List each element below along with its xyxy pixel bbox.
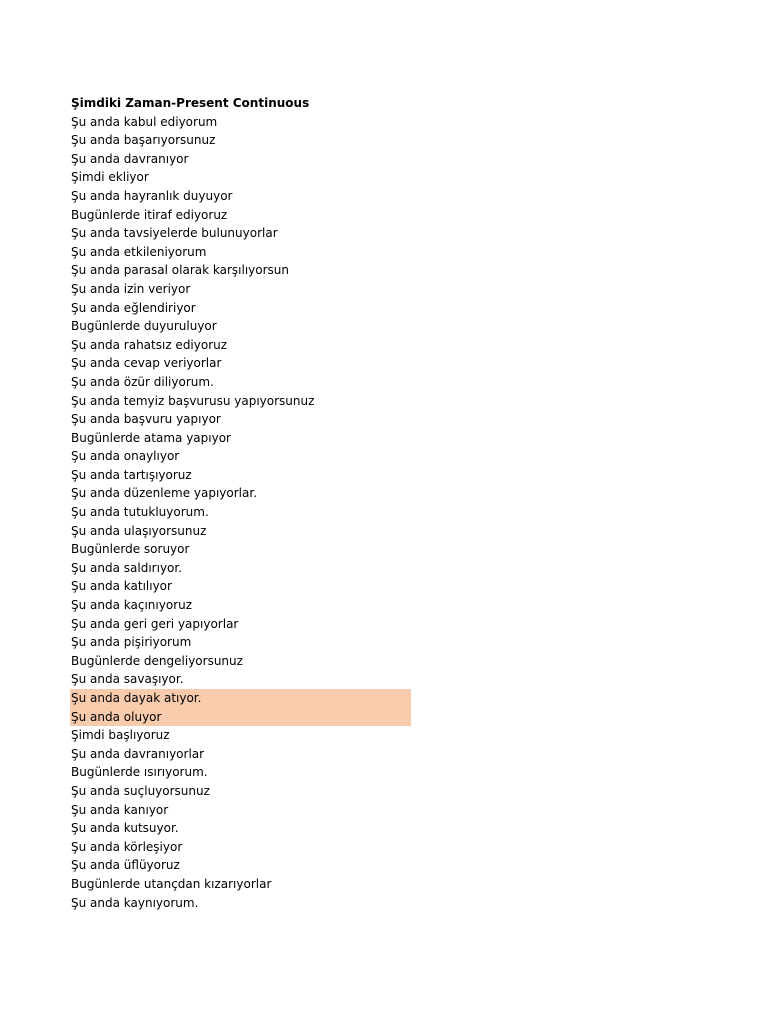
document-title: Şimdiki Zaman-Present Continuous [71,96,310,110]
sentence-row: Şu anda saldırıyor. [71,560,183,575]
sentence-row: Şu anda kutsuyor. [71,821,179,836]
sentence-row: Şu anda kaynıyorum. [71,895,199,910]
sentence-row: Şu anda üflüyoruz [71,858,180,873]
sentence-row: Bugünlerde atama yapıyor [71,430,231,445]
sentence-row: Şu anda tutukluyorum. [71,505,209,520]
sentence-row: Şu anda eğlendiriyor [71,300,196,315]
sentence-row: Şu anda onaylıyor [71,449,180,464]
sentence-row: Bugünlerde dengeliyorsunuz [71,653,243,668]
sentence-row: Bugünlerde duyuruluyor [71,319,217,334]
sentence-row: Şu anda körleşiyor [71,839,183,854]
sentence-row: Şu anda savaşıyor. [71,672,184,687]
sentence-row: Şu anda temyiz başvurusu yapıyorsunuz [71,393,315,408]
sentence-row: Şu anda kabul ediyorum [71,114,218,129]
sentence-row: Şu anda parasal olarak karşılıyorsun [71,263,289,278]
sentence-row: Şu anda ulaşıyorsunuz [71,523,207,538]
sentence-row: Şu anda davranıyor [71,151,189,166]
sentence-row: Bugünlerde itiraf ediyoruz [71,207,228,222]
sentence-row: Şimdi başlıyoruz [71,728,170,743]
sentence-row: Şu anda pişiriyorum [71,635,192,650]
sentence-row: Şu anda kaçınıyoruz [71,598,193,613]
sentence-row: Şu anda hayranlık duyuyor [71,188,233,203]
sentence-row: Şu anda geri geri yapıyorlar [71,616,239,631]
sentence-row: Bugünlerde soruyor [71,542,190,557]
sentence-list [70,113,630,913]
sentence-row: Şu anda başarıyorsunuz [71,133,216,148]
sentence-row: Şu anda rahatsız ediyoruz [71,337,228,352]
sentence-row: Bugünlerde ısırıyorum. [71,765,208,780]
sentence-row: Bugünlerde utançdan kızarıyorlar [71,876,272,891]
sentence-row: Şu anda davranıyorlar [71,746,205,761]
highlighted-sentence-row: Şu anda oluyor [70,708,411,727]
sentence-row: Şimdi ekliyor [71,170,149,185]
sentence-row: Şu anda başvuru yapıyor [71,412,221,427]
sentence-row: Şu anda tartışıyoruz [71,467,192,482]
document-sheet [70,94,630,912]
sentence-row: Şu anda cevap veriyorlar [71,356,222,371]
sentence-row: Şu anda etkileniyorum [71,244,207,259]
sentence-row: Şu anda tavsiyelerde bulunuyorlar [71,226,278,241]
sentence-row: Şu anda suçluyorsunuz [71,783,210,798]
sentence-row: Şu anda kanıyor [71,802,169,817]
sentence-row: Şu anda izin veriyor [71,281,191,296]
sentence-row: Şu anda düzenleme yapıyorlar. [71,486,258,501]
sentence-row: Şu anda katılıyor [71,579,172,594]
sentence-row: Şu anda özür diliyorum. [71,374,214,389]
highlighted-sentence-row: Şu anda dayak atıyor. [70,689,411,708]
